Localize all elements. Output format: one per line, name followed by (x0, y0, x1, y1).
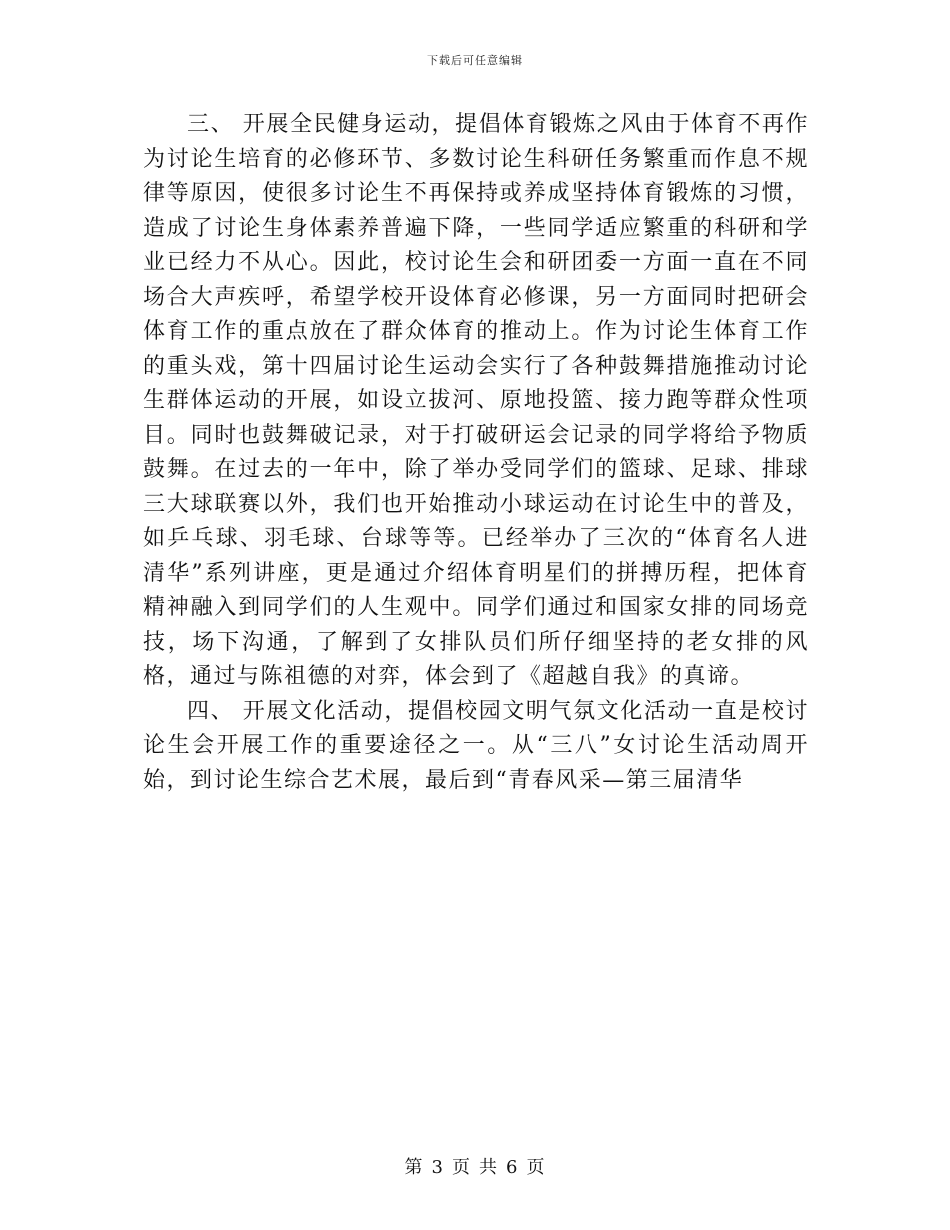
current-page-number: 3 (431, 1157, 444, 1178)
footer-label-prefix: 第 (404, 1157, 424, 1178)
footer-label-page: 页 (452, 1157, 471, 1178)
page-footer (0, 1153, 950, 1179)
document-body (143, 108, 809, 798)
paragraph-section-four: 四、 开展文化活动，提倡校园文明气氛文化活动一直是校讨论生会开展工作的重要途径之一。从“三八”女讨论生活动周开始，到讨论生综合艺术展，最后到“青春风采—第三届清华 (143, 698, 809, 793)
footer-label-suffix: 页 (526, 1157, 546, 1178)
paragraph-section-three: 三、 开展全民健身运动，提倡体育锻炼之风由于体育不再作为讨论生培育的必修环节、多数讨论生科研任务繁重而作息不规律等原因，使很多讨论生不再保持或养成坚持体育锻炼的习惯，造成了讨论生身体素养普遍下降，一些同学适应繁重的科研和学业已经力不从心。因此，校讨论生会和研团委一方面一直在不同场合大声疾呼，希望学校开设体育必修课，另一方面同时把研会体育工作的重点放在了群众体育的推动上。作为讨论生体育工作的重头戏，第十四届讨论生运动会实行了各种鼓舞措施推动讨论生群体运动的开展，如设立拔河、原地投篮、接力跑等群众性项目。同时也鼓舞破记录，对于打破研运会记录的同学将给予物质鼓舞。在过去的一年中，除了举办受同学们的篮球、足球、排球三大球联赛以外，我们也开始推动小球运动在讨论生中的普及，如乒乓球、羽毛球、台球等等。已经举办了三次的“体育名人进清华”系列讲座，更是通过介绍体育明星们的拼搏历程，把体育精神融入到同学们的人生观中。同学们通过和国家女排的同场竞技，场下沟通，了解到了女排队员们所仔细坚持的老女排的风格，通过与陈祖德的对弈，体会到了《超越自我》的真谛。 (143, 112, 809, 689)
total-pages-number: 6 (506, 1157, 519, 1178)
page-header: 下载后可任意编辑 (427, 54, 523, 67)
footer-label-total: 共 (479, 1157, 498, 1178)
